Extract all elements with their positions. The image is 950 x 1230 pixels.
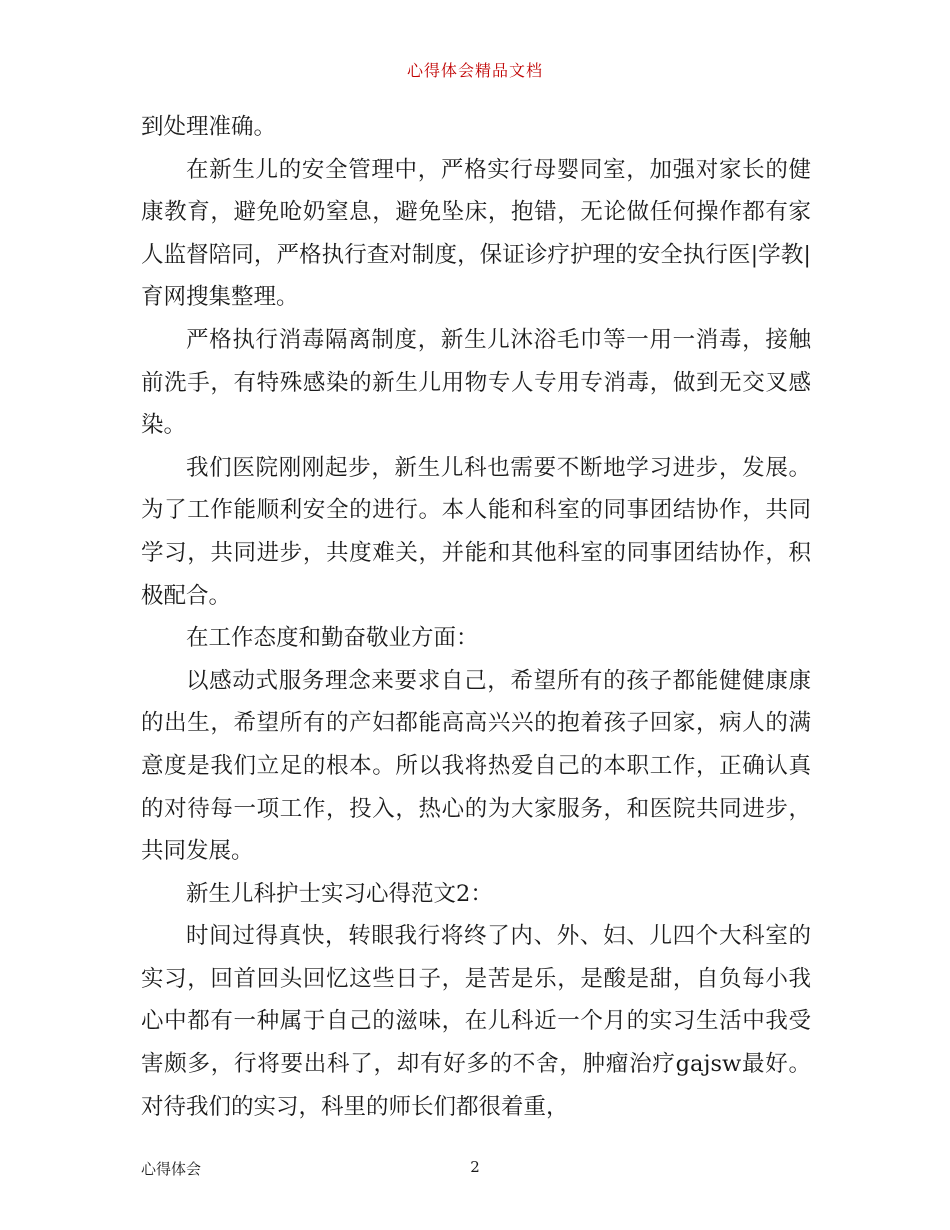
paragraph-service-philosophy: 以感动式服务理念来要求自己，希望所有的孩子都能健健康康的出生，希望所有的产妇都能高高兴兴的抱着孩子回家，病人的满意度是我们立足的根本。所以我将热爱自己的本职工作，正确认真的对待每一项工作，投入，热心的为大家服务，和医院共同进步，共同发展。 (141, 667, 811, 865)
paragraph-work-attitude-heading: 在工作态度和勤奋敬业方面： (186, 625, 479, 652)
paragraph-safety-management: 在新生儿的安全管理中，严格实行母婴同室，加强对家长的健康教育，避免呛奶窒息，避免坠床，抱错，无论做任何操作都有家人监督陪同，严格执行查对制度，保证诊疗护理的安全执行医|学教|育网搜集整理。 (141, 156, 811, 311)
paragraph-teamwork: 我们医院刚刚起步，新生儿科也需要不断地学习进步，发展。为了工作能顺利安全的进行。本人能和科室的同事团结协作，共同学习，共同进步，共度难关，并能和其他科室的同事团结协作，积极配合。 (141, 454, 811, 609)
page-number: 2 (470, 1158, 480, 1176)
paragraph-internship-reflection: 时间过得真快，转眼我行将终了内、外、妇、儿四个大科室的实习，回首回头回忆这些日子，是苦是乐，是酸是甜，自负每小我心中都有一种属于自己的滋味，在儿科近一个月的实习生活中我受害颇多，行将要出科了，却有好多的不舍，肿瘤治疗gajsw最好。对待我们的实习，科里的师长们都很着重， (141, 923, 811, 1120)
document-body (141, 106, 811, 1128)
paragraph-disinfection: 严格执行消毒隔离制度，新生儿沐浴毛巾等一用一消毒，接触前洗手，有特殊感染的新生儿用物专人专用专消毒，做到无交叉感染。 (141, 326, 811, 439)
footer-label: 心得体会 (141, 1160, 202, 1178)
paragraph-continuation: 到处理准确。 (141, 114, 277, 140)
document-header-title: 心得体会精品文档 (406, 61, 543, 80)
paragraph-sample-essay-title: 新生儿科护士实习心得范文2： (186, 880, 493, 907)
